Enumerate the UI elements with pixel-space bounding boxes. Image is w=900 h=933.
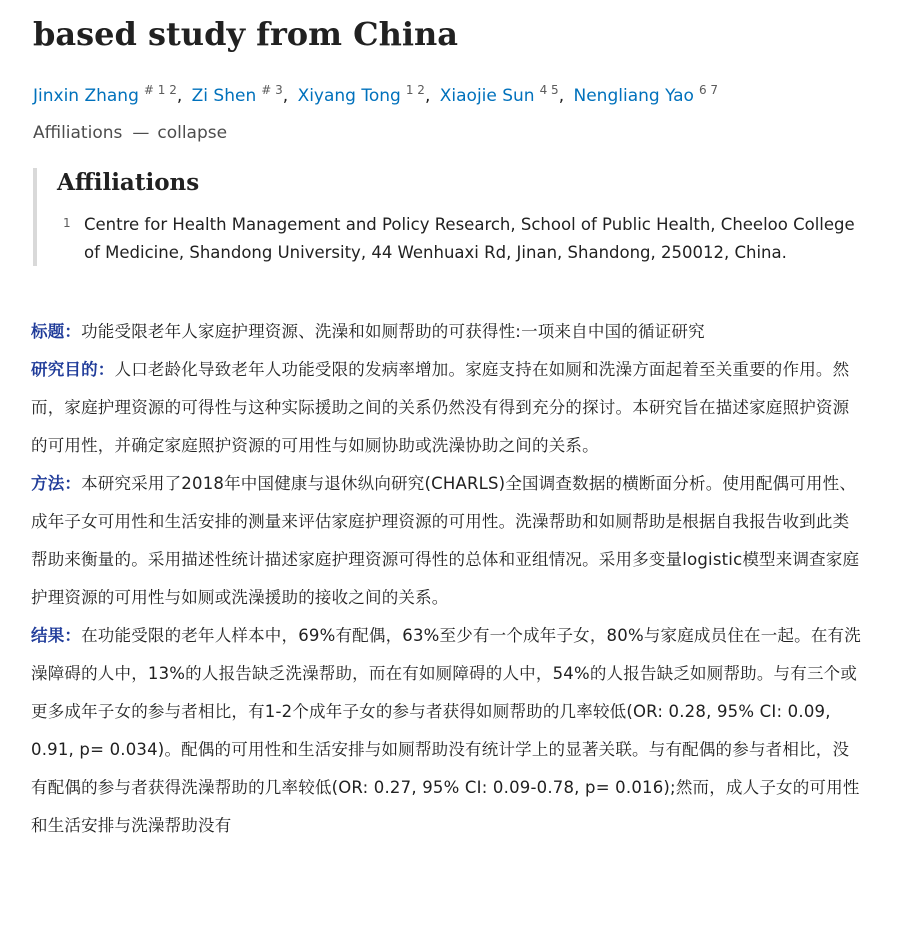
affiliation-text: Centre for Health Management and Policy Research, School of Public Health, Cheeloo College of Medicine, Shandong University, 44 Wenhuaxi Rd, Jinan, Shandong, 250012, China. bbox=[84, 215, 855, 262]
affiliations-toggle-dash: — bbox=[132, 123, 150, 143]
author-separator: , bbox=[424, 86, 431, 106]
abstract-results-paragraph bbox=[31, 617, 861, 845]
author-separator: , bbox=[176, 86, 183, 106]
affiliation-number: 1 bbox=[63, 216, 71, 230]
abstract-title-paragraph bbox=[31, 313, 861, 351]
translated-abstract bbox=[31, 313, 861, 845]
purpose-label: 研究目的： bbox=[31, 360, 115, 379]
title-label: 标题： bbox=[31, 322, 82, 341]
title-text: 功能受限老年人家庭护理资源、洗澡和如厕帮助的可获得性:一项来自中国的循证研究 bbox=[81, 322, 705, 341]
author-list bbox=[33, 76, 718, 110]
author-separator: , bbox=[558, 86, 565, 106]
author-affiliation-refs[interactable]: 1 2 bbox=[405, 83, 425, 97]
methods-label: 方法： bbox=[31, 474, 82, 493]
article-title: based study from China bbox=[33, 15, 459, 53]
methods-text: 本研究采用了2018年中国健康与退休纵向研究(CHARLS)全国调查数据的横断面分析。使用配偶可用性、成年子女可用性和生活安排的测量来评估家庭护理资源的可用性。洗澡帮助和如厕帮助是根据自我报告收到此类帮助来衡量的。采用描述性统计描述家庭护理资源可得性的总体和亚组情况。采用多变量logistic模型来调查家庭护理资源的可用性与如厕或洗澡援助的接收之间的关系。 bbox=[31, 474, 860, 607]
purpose-text: 人口老龄化导致老年人功能受限的发病率增加。家庭支持在如厕和洗澡方面起着至关重要的作用。然而，家庭护理资源的可得性与这种实际援助之间的关系仍然没有得到充分的探讨。本研究旨在描述家庭照护资源的可用性，并确定家庭照护资源的可用性与如厕协助或洗澡协助之间的关系。 bbox=[31, 360, 850, 455]
author-link[interactable]: Zi Shen bbox=[191, 86, 257, 106]
abstract-methods-paragraph bbox=[31, 465, 861, 617]
affiliations-heading: Affiliations bbox=[57, 169, 200, 196]
affiliations-collapse-link[interactable]: collapse bbox=[157, 123, 228, 143]
affiliations-panel bbox=[33, 168, 867, 266]
author-link[interactable]: Xiyang Tong bbox=[297, 86, 401, 106]
affiliations-toggle-label: Affiliations bbox=[33, 123, 123, 143]
results-text: 在功能受限的老年人样本中，69%有配偶，63%至少有一个成年子女，80%与家庭成员住在一起。在有洗澡障碍的人中，13%的人报告缺乏洗澡帮助，而在有如厕障碍的人中，54%的人报告缺乏如厕帮助。与有三个或更多成年子女的参与者相比，有1-2个成年子女的参与者获得如厕帮助的几率较低(OR: 0.28, 95% CI: 0.09, 0.91, p= 0.034)。配偶的可用性和生活安排与如厕帮助没有统计学上的显著关联。与有配偶的参与者相比，没有配偶的参与者获得洗澡帮助的几率较低(OR: 0.27, 95% CI: 0.09-0.78, p= 0.016);然而，成人子女的可用性和生活安排与洗澡帮助没有 bbox=[31, 626, 861, 835]
abstract-purpose-paragraph bbox=[31, 351, 861, 465]
author-link[interactable]: Nengliang Yao bbox=[573, 86, 694, 106]
author-affiliation-refs[interactable]: 4 5 bbox=[539, 83, 559, 97]
author-affiliation-refs[interactable]: # 3 bbox=[261, 83, 283, 97]
results-label: 结果： bbox=[31, 626, 82, 645]
author-link[interactable]: Jinxin Zhang bbox=[33, 86, 139, 106]
author-affiliation-refs[interactable]: # 1 2 bbox=[143, 83, 177, 97]
author-link[interactable]: Xiaojie Sun bbox=[439, 86, 535, 106]
author-affiliation-refs[interactable]: 6 7 bbox=[698, 83, 719, 97]
author-separator: , bbox=[282, 86, 289, 106]
affiliations-toggle[interactable] bbox=[33, 119, 227, 147]
